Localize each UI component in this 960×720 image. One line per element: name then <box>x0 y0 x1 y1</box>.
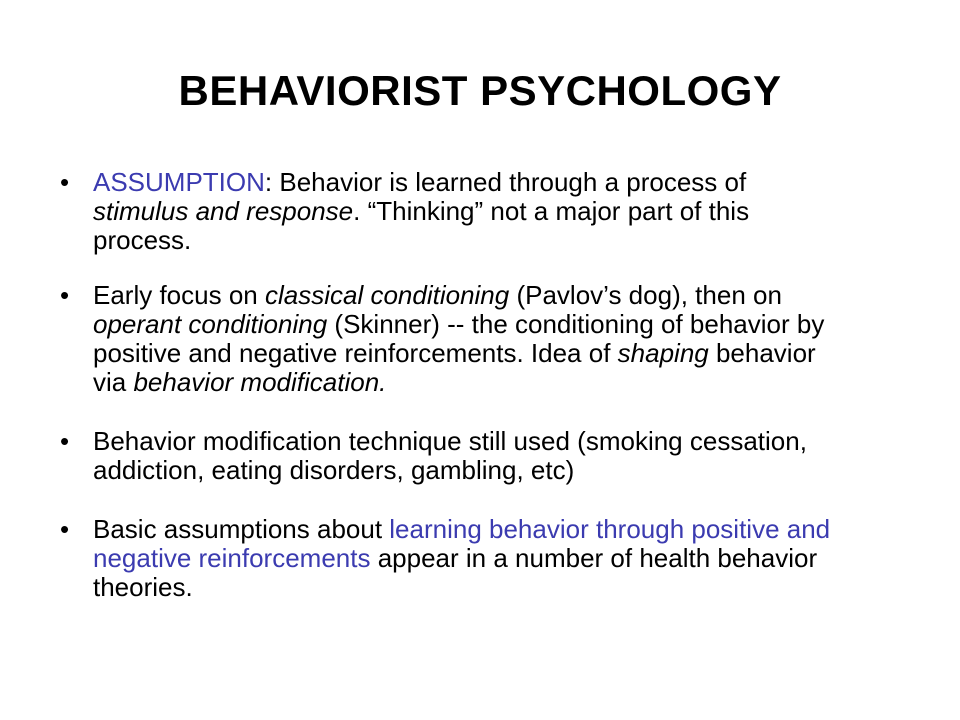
bullet-text: (Pavlov’s dog), then on <box>509 280 782 310</box>
bullet-basic-assumptions <box>60 515 840 602</box>
bullet-text: : Behavior is learned through a process of <box>264 167 747 197</box>
assumption-label: ASSUMPTION <box>93 167 265 197</box>
bullet-text: . “Thinking” not a major part of this process. <box>93 196 750 255</box>
bullet-text: Basic assumptions about <box>93 514 390 544</box>
bullet-text: behavior via <box>93 338 816 397</box>
bullet-icon: • <box>60 280 70 310</box>
bullet-early-focus <box>60 281 840 397</box>
highlighted-text: learning behavior through positive and negative reinforcements <box>93 514 831 573</box>
emphasis-text: shaping <box>617 338 709 368</box>
bullet-icon: • <box>60 167 70 197</box>
bullet-icon: • <box>60 426 70 456</box>
emphasis-text: behavior modification. <box>133 367 387 397</box>
bullet-text: Early focus on <box>93 280 265 310</box>
bullet-text: (Skinner) -- the conditioning of behavior by positive and negative reinforcements. Idea of <box>93 309 825 368</box>
emphasis-text: classical conditioning <box>264 280 510 310</box>
bullet-assumption <box>60 168 840 255</box>
bullet-text: appear in a number of health behavior theories. <box>93 543 818 602</box>
bullet-icon: • <box>60 514 70 544</box>
bullet-modification-technique <box>60 427 840 485</box>
emphasis-text: operant conditioning <box>93 309 328 339</box>
emphasis-text: stimulus and response <box>93 196 354 226</box>
bullet-text: Behavior modification technique still used (smoking cessation, addiction, eating disorders, gambling, etc) <box>93 426 807 485</box>
bullet-list <box>60 168 840 628</box>
slide-title: BEHAVIORIST PSYCHOLOGY <box>178 67 782 114</box>
